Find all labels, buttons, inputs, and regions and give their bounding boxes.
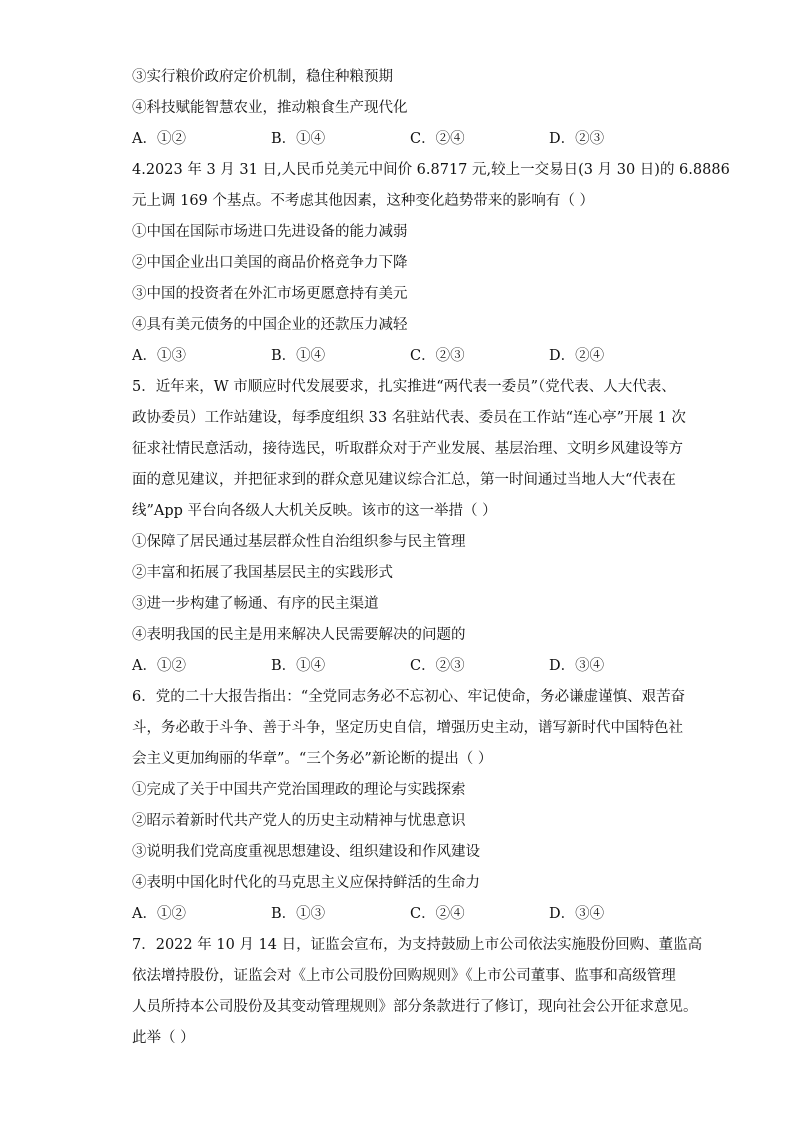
question-stem-line: 会主义更加绚丽的华章”。“三个务必”新论断的提出（ ） bbox=[132, 751, 493, 767]
answer-choice-d: D．②③ bbox=[549, 131, 605, 147]
option-line: ①完成了关于中国共产党治国理政的理论与实践探索 bbox=[132, 782, 466, 798]
exam-page bbox=[132, 62, 730, 1054]
question-stem-line: 人员所持本公司股份及其变动管理规则》部分条款进行了修订，现向社会公开征求意见。 bbox=[132, 999, 698, 1015]
answer-choice-a: A．①② bbox=[132, 658, 186, 674]
question-stem-line: 依法增持股份，证监会对《上市公司股份回购规则》《上市公司董事、监事和高级管理 bbox=[132, 968, 676, 984]
question-6 bbox=[132, 682, 686, 930]
answer-choice-d: D．③④ bbox=[549, 906, 605, 922]
question-stem-line: 7．2022 年 10 月 14 日，证监会宣布，为支持鼓励上市公司依法实施股份回购、董监高 bbox=[132, 937, 703, 953]
answer-choice-b: B．①④ bbox=[271, 131, 326, 147]
answer-choice-a: A．①③ bbox=[132, 348, 186, 364]
answer-choice-c: C．②③ bbox=[410, 348, 465, 364]
answer-choice-c: C．②④ bbox=[410, 131, 465, 147]
answer-choices bbox=[132, 651, 670, 682]
answer-choice-b: B．①④ bbox=[271, 658, 326, 674]
option-line: ③中国的投资者在外汇市场更愿意持有美元 bbox=[132, 286, 408, 302]
answer-choice-d: D．②④ bbox=[549, 348, 605, 364]
question-stem-line: 5．近年来，W 市顺应时代发展要求，扎实推进“两代表一委员”（党代表、人大代表、 bbox=[132, 379, 676, 395]
question-stem-line: 征求社情民意活动，接待选民，听取群众对于产业发展、基层治理、文明乡风建设等方 bbox=[132, 441, 683, 457]
answer-choice-a: A．①② bbox=[132, 131, 186, 147]
question-7 bbox=[132, 930, 703, 1054]
question-stem-line: 此举（ ） bbox=[132, 1030, 195, 1046]
option-line: ②丰富和拓展了我国基层民主的实践形式 bbox=[132, 565, 393, 581]
option-line: ②昭示着新时代共产党人的历史主动精神与忧患意识 bbox=[132, 813, 466, 829]
question-4 bbox=[132, 155, 730, 372]
answer-choices bbox=[132, 899, 670, 930]
question-stem-line: 政协委员）工作站建设，每季度组织 33 名驻站代表、委员在工作站“连心亭”开展 1 次 bbox=[132, 410, 686, 426]
answer-choice-c: C．②④ bbox=[410, 906, 465, 922]
option-line: ①中国在国际市场进口先进设备的能力减弱 bbox=[132, 224, 408, 240]
option-line: ④科技赋能智慧农业，推动粮食生产现代化 bbox=[132, 100, 408, 116]
question-stem-line: 面的意见建议，并把征求到的群众意见建议综合汇总，第一时间通过当地人大“代表在 bbox=[132, 472, 676, 488]
question-stem-line: 6．党的二十大报告指出：“全党同志务必不忘初心、牢记使命，务必谦虚谨慎、艰苦奋 bbox=[132, 689, 686, 705]
option-line: ③说明我们党高度重视思想建设、组织建设和作风建设 bbox=[132, 844, 480, 860]
answer-choice-d: D．③④ bbox=[549, 658, 605, 674]
option-line: ③实行粮价政府定价机制，稳住种粮预期 bbox=[132, 69, 393, 85]
option-line: ③进一步构建了畅通、有序的民主渠道 bbox=[132, 596, 379, 612]
question-3-tail bbox=[132, 62, 670, 155]
answer-choices bbox=[132, 124, 670, 155]
option-line: ②中国企业出口美国的商品价格竞争力下降 bbox=[132, 255, 408, 271]
answer-choice-b: B．①④ bbox=[271, 348, 326, 364]
answer-choices bbox=[132, 341, 670, 372]
answer-choice-b: B．①③ bbox=[271, 906, 326, 922]
question-5 bbox=[132, 372, 686, 682]
option-line: ④具有美元债务的中国企业的还款压力减轻 bbox=[132, 317, 408, 333]
option-line: ④表明中国化时代化的马克思主义应保持鲜活的生命力 bbox=[132, 875, 480, 891]
question-stem-line: 元上调 169 个基点。不考虑其他因素，这种变化趋势带来的影响有（ ） bbox=[132, 193, 595, 209]
question-stem-line: 线”App 平台向各级人大机关反映。该市的这一举措（ ） bbox=[132, 503, 497, 519]
question-stem-line: 4.2023 年 3 月 31 日,人民币兑美元中间价 6.8717 元,较上一交易日(3 月 30 日)的 6.8886 bbox=[132, 162, 730, 178]
question-stem-line: 斗，务必敢于斗争、善于斗争，坚定历史自信，增强历史主动，谱写新时代中国特色社 bbox=[132, 720, 683, 736]
answer-choice-a: A．①② bbox=[132, 906, 186, 922]
option-line: ④表明我国的民主是用来解决人民需要解决的问题的 bbox=[132, 627, 466, 643]
answer-choice-c: C．②③ bbox=[410, 658, 465, 674]
option-line: ①保障了居民通过基层群众性自治组织参与民主管理 bbox=[132, 534, 466, 550]
